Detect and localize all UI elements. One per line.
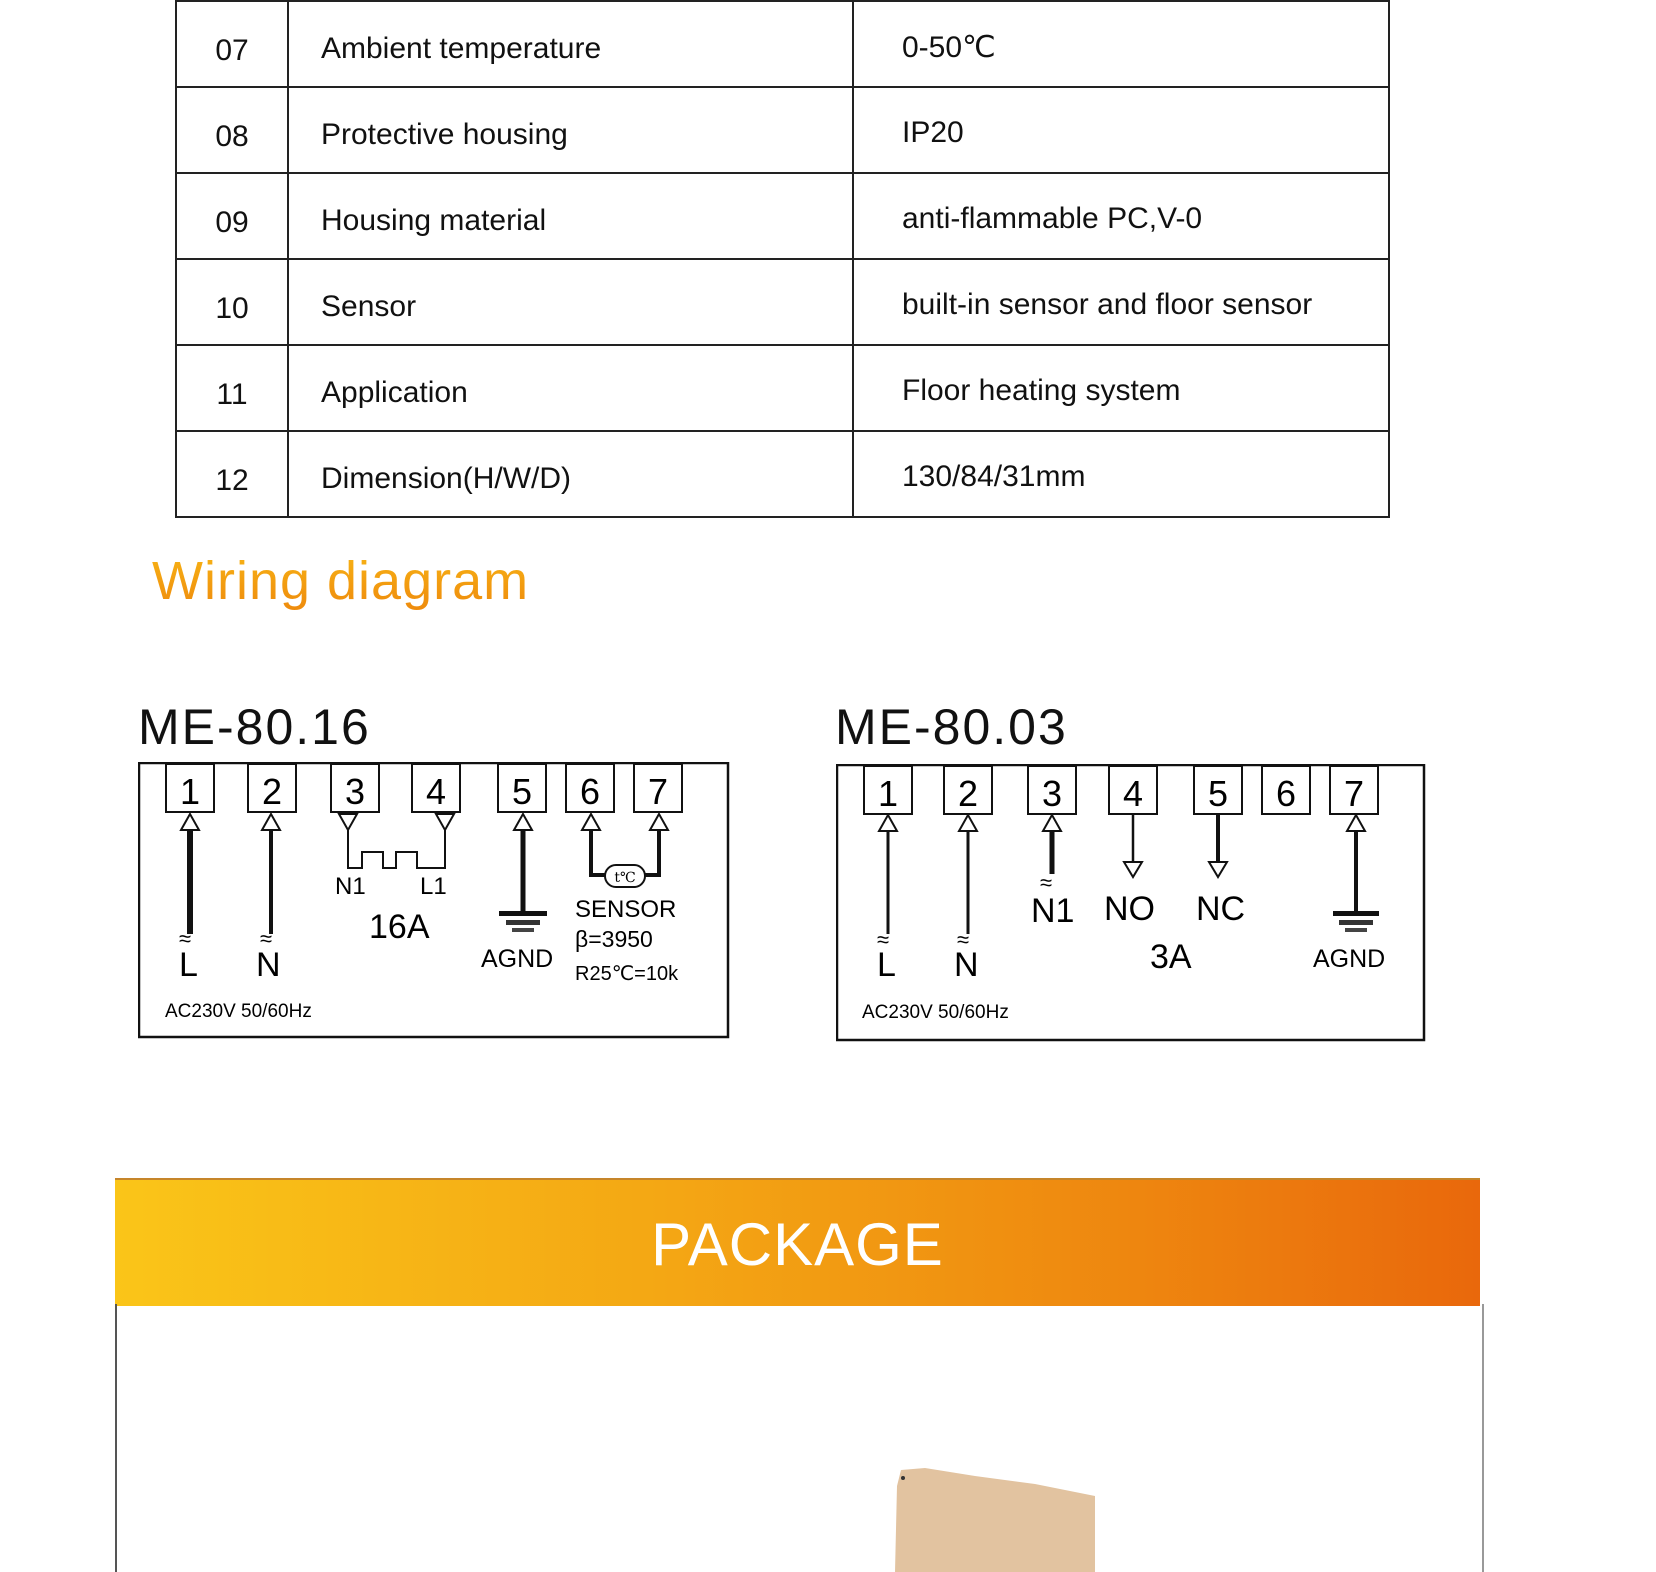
- terminal-number: 4: [425, 771, 447, 812]
- terminal-number: 5: [511, 771, 533, 812]
- label-n1: N1: [335, 873, 366, 900]
- tilde-l: ≈: [179, 926, 192, 951]
- terminal-number: 5: [1207, 773, 1229, 814]
- label-n: N: [954, 946, 979, 984]
- spec-value: built-in sensor and floor sensor: [853, 259, 1389, 345]
- label-r25: R25℃=10k: [575, 963, 679, 985]
- spec-name: Housing material: [288, 173, 853, 259]
- label-no: NO: [1104, 890, 1155, 928]
- spec-number: 12: [176, 431, 288, 517]
- label-nc: NC: [1196, 890, 1246, 928]
- wiring-diagram-me-80-16: [138, 762, 730, 1040]
- terminal-2-wire: [262, 814, 280, 934]
- spec-row: [176, 345, 1389, 431]
- ground-symbol: [499, 814, 547, 932]
- label-16a: 16A: [369, 908, 430, 946]
- tilde-n1: ≈: [1040, 870, 1053, 895]
- package-content: [115, 1304, 1484, 1572]
- terminal-number: 2: [261, 771, 283, 812]
- tilde-n: ≈: [957, 927, 970, 952]
- label-beta: β=3950: [575, 926, 653, 952]
- terminal-number: 1: [179, 771, 201, 812]
- label-agnd: AGND: [1313, 945, 1386, 973]
- terminal-number: 6: [579, 771, 601, 812]
- tilde-n: ≈: [260, 926, 273, 951]
- model-title-me-80-03: ME-80.03: [835, 699, 1068, 755]
- package-banner: [115, 1178, 1480, 1306]
- spec-number: 09: [176, 173, 288, 259]
- terminal-1-wire: [879, 815, 897, 934]
- spec-value: 0-50℃: [853, 1, 1389, 87]
- load-connection: [339, 814, 454, 868]
- model-title-me-80-16: ME-80.16: [138, 699, 371, 755]
- spec-value: 130/84/31mm: [853, 431, 1389, 517]
- terminal-number: 3: [1041, 773, 1063, 814]
- terminal-number: 4: [1122, 773, 1144, 814]
- tilde-l: ≈: [877, 927, 890, 952]
- label-l: L: [179, 946, 198, 984]
- package-title: PACKAGE: [651, 1211, 944, 1278]
- spec-row: [176, 431, 1389, 517]
- wiring-diagram-me-80-03: [836, 764, 1428, 1044]
- ground-symbol: [1333, 815, 1379, 932]
- spec-name: Protective housing: [288, 87, 853, 173]
- terminal-5-wire: [1209, 813, 1227, 877]
- terminal-4-wire: [1124, 813, 1142, 877]
- terminal-3-wire: [1043, 815, 1061, 874]
- spec-number: 08: [176, 87, 288, 173]
- label-agnd: AGND: [481, 945, 554, 973]
- label-l1: L1: [420, 873, 447, 900]
- spec-name: Dimension(H/W/D): [288, 431, 853, 517]
- label-supply: AC230V 50/60Hz: [862, 1002, 1009, 1023]
- spec-row: [176, 173, 1389, 259]
- label-l: L: [877, 946, 896, 984]
- spec-row: [176, 87, 1389, 173]
- label-supply: AC230V 50/60Hz: [165, 1001, 312, 1022]
- spec-name: Application: [288, 345, 853, 431]
- label-sensor: SENSOR: [575, 896, 677, 923]
- spec-name: Sensor: [288, 259, 853, 345]
- wiring-diagram-title: Wiring diagram: [152, 551, 530, 611]
- terminal-number: 3: [344, 771, 366, 812]
- terminal-number: 2: [957, 773, 979, 814]
- spec-number: 10: [176, 259, 288, 345]
- spec-value: Floor heating system: [853, 345, 1389, 431]
- spec-table: [175, 0, 1390, 518]
- spec-value: IP20: [853, 87, 1389, 173]
- terminal-number: 6: [1275, 773, 1297, 814]
- terminal-2-wire: [959, 815, 977, 934]
- spec-name: Ambient temperature: [288, 1, 853, 87]
- terminal-number: 7: [647, 771, 669, 812]
- sensor-symbol: t℃: [614, 870, 636, 886]
- spec-row: [176, 259, 1389, 345]
- spec-number: 07: [176, 1, 288, 87]
- label-n: N: [256, 946, 281, 984]
- spec-number: 11: [176, 345, 288, 431]
- terminal-number: 1: [877, 773, 899, 814]
- package-box-image: [895, 1466, 1095, 1572]
- spec-row: [176, 1, 1389, 87]
- terminal-number: 7: [1343, 773, 1365, 814]
- spec-value: anti-flammable PC,V-0: [853, 173, 1389, 259]
- terminal-1-wire: [181, 814, 199, 934]
- label-3a: 3A: [1150, 938, 1192, 976]
- label-n1: N1: [1031, 892, 1075, 930]
